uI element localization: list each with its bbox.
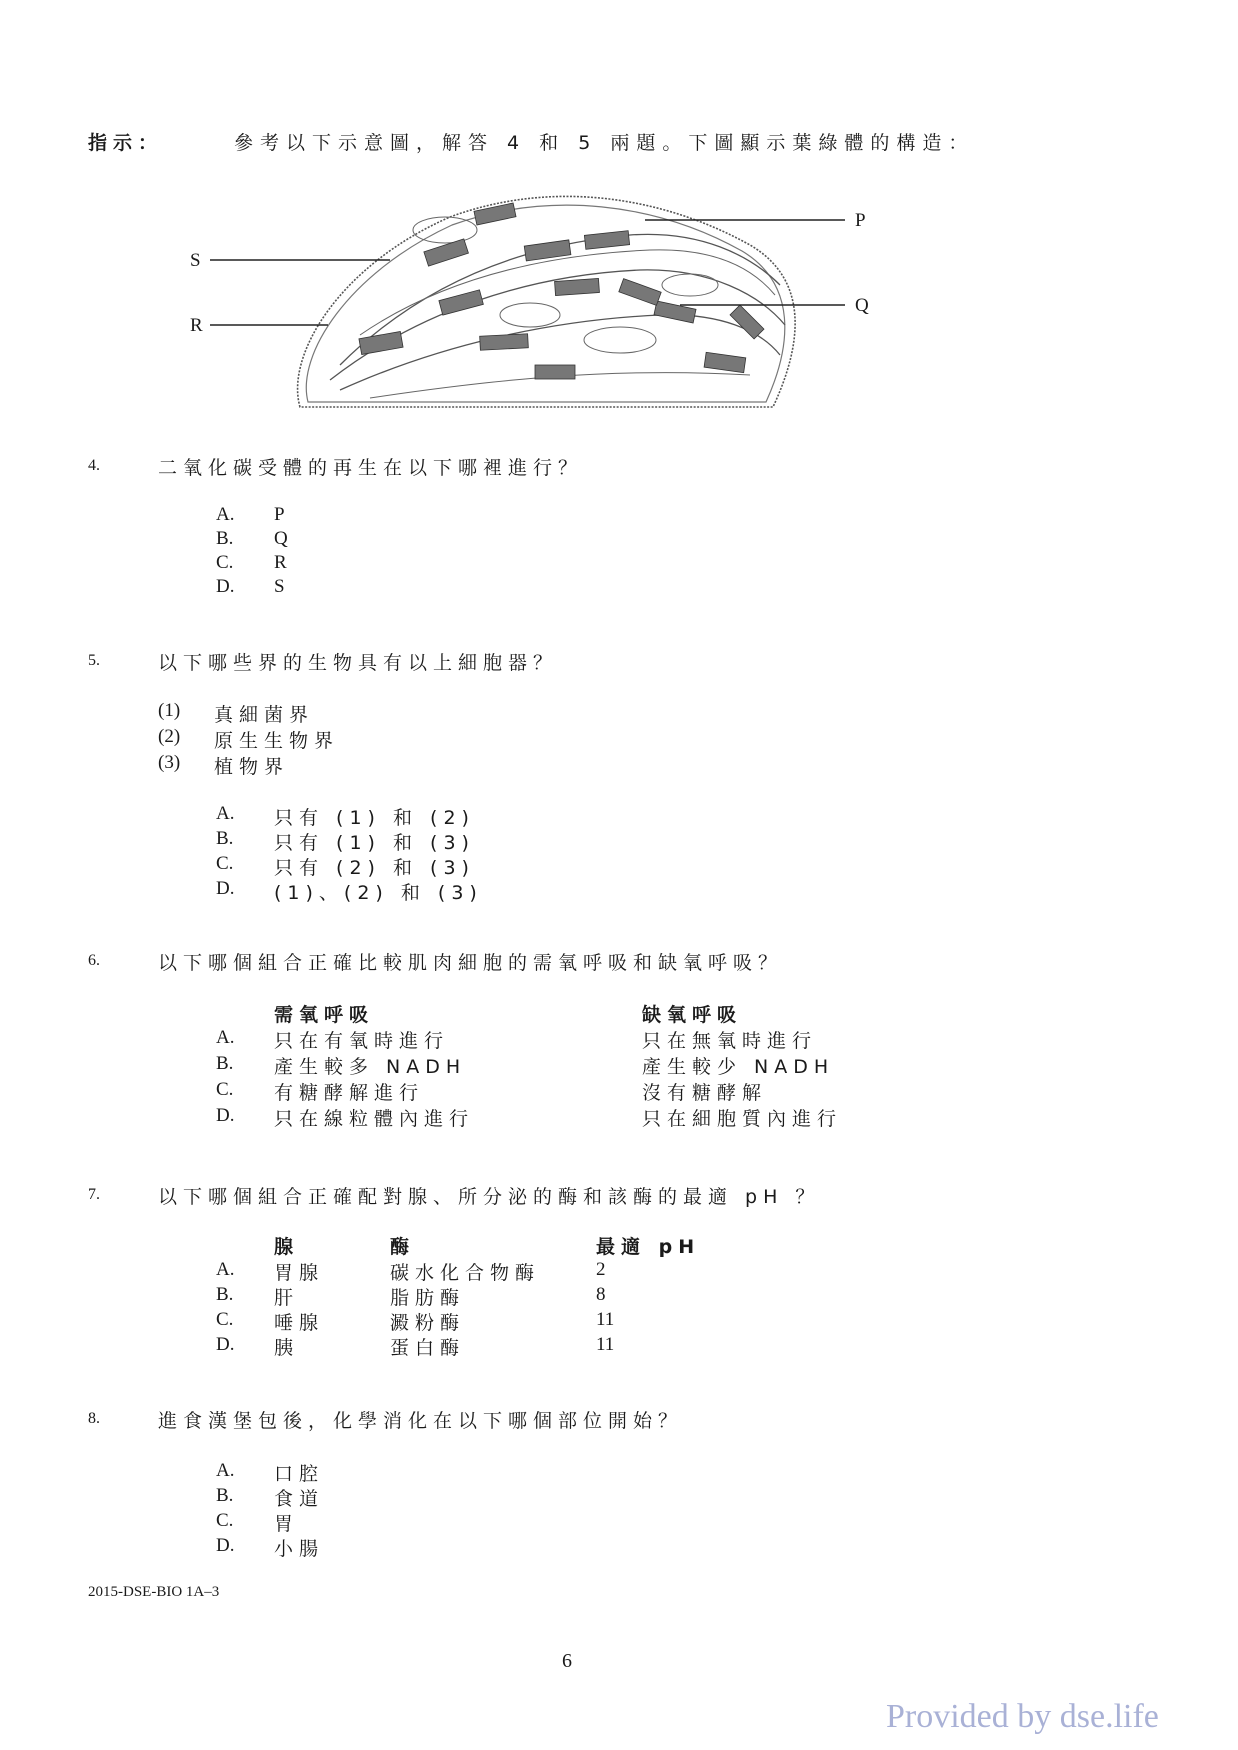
starch-grain: [500, 303, 560, 327]
granum: [359, 331, 403, 354]
option-text: 小腸: [274, 1538, 325, 1560]
table-cell: 唾腺: [274, 1312, 325, 1334]
option-text: R: [274, 552, 287, 573]
table-cell: 蛋白酶: [390, 1337, 466, 1359]
question-5-text: 以下哪些界的生物具有以上細胞器？: [158, 652, 559, 674]
option-text: S: [274, 576, 285, 597]
table-cell: 只在細胞質內進行: [642, 1108, 843, 1130]
option-text: 食道: [274, 1488, 325, 1510]
question-4-number: 4.: [88, 457, 100, 474]
statement-number: (3): [158, 752, 181, 773]
table-cell: 肝: [274, 1287, 300, 1309]
table-cell: 8: [596, 1284, 606, 1305]
question-6-text: 以下哪個組合正確比較肌肉細胞的需氧呼吸和缺氧呼吸？: [158, 952, 784, 974]
table-cell: 沒有糖酵解: [642, 1082, 768, 1104]
paper-code: 2015-DSE-BIO 1A–3: [88, 1584, 220, 1600]
row-letter: C.: [216, 1079, 234, 1100]
row-letter: D.: [216, 1334, 235, 1355]
table-cell: 胃腺: [274, 1262, 325, 1284]
statement-number: (2): [158, 726, 181, 747]
table-header: 需氧呼吸: [274, 1004, 375, 1026]
question-4-text: 二氧化碳受體的再生在以下哪裡進行？: [158, 457, 584, 479]
option-letter: C.: [216, 853, 234, 874]
starch-grain: [584, 327, 656, 353]
row-letter: B.: [216, 1284, 234, 1305]
table-cell: 胰: [274, 1337, 300, 1359]
option-letter: B.: [216, 528, 234, 549]
granum: [619, 279, 661, 306]
row-letter: A.: [216, 1259, 235, 1280]
option-text: 只有 (2) 和 (3): [274, 857, 475, 879]
granum: [524, 240, 571, 261]
option-letter: A.: [216, 1460, 235, 1481]
table-cell: 脂肪酶: [390, 1287, 466, 1309]
granum: [584, 231, 629, 250]
statement-number: (1): [158, 700, 181, 721]
table-cell: 只在有氧時進行: [274, 1030, 450, 1052]
watermark: Provided by dse.life: [886, 1698, 1159, 1735]
granum: [439, 290, 483, 315]
instruction-label: 指示：: [88, 132, 164, 154]
instruction-text: 參考以下示意圖，解答 4 和 5 兩題。下圖顯示葉綠體的構造：: [234, 132, 975, 154]
option-text: (1)、(2) 和 (3): [274, 882, 483, 904]
statement-text: 真細菌界: [214, 704, 315, 726]
label-s: S: [190, 250, 201, 271]
table-cell: 只在線粒體內進行: [274, 1108, 475, 1130]
option-text: 口腔: [274, 1463, 325, 1485]
table-cell: 產生較多 NADH: [274, 1056, 467, 1078]
statement-text: 植物界: [214, 756, 290, 778]
option-letter: C.: [216, 552, 234, 573]
table-cell: 澱粉酶: [390, 1312, 466, 1334]
row-letter: C.: [216, 1309, 234, 1330]
option-text: Q: [274, 528, 288, 549]
row-letter: A.: [216, 1027, 235, 1048]
question-8-number: 8.: [88, 1410, 100, 1427]
option-text: P: [274, 504, 285, 525]
table-cell: 11: [596, 1309, 615, 1330]
row-letter: D.: [216, 1105, 235, 1126]
table-cell: 11: [596, 1334, 615, 1355]
option-letter: D.: [216, 1535, 235, 1556]
option-letter: A.: [216, 803, 235, 824]
granum: [474, 203, 516, 225]
granum: [535, 365, 575, 379]
table-header: 最適 pH: [596, 1236, 701, 1258]
table-header: 缺氧呼吸: [642, 1004, 743, 1026]
question-8-text: 進食漢堡包後，化學消化在以下哪個部位開始？: [158, 1410, 684, 1432]
label-r: R: [190, 315, 203, 336]
granum: [704, 352, 746, 372]
table-header: 酶: [390, 1236, 416, 1258]
granum: [480, 334, 529, 350]
question-6-number: 6.: [88, 952, 100, 969]
question-7-number: 7.: [88, 1186, 100, 1203]
question-7-text: 以下哪個組合正確配對腺、所分泌的酶和該酶的最適 pH ？: [158, 1186, 821, 1208]
option-letter: D.: [216, 878, 235, 899]
granum: [555, 278, 600, 295]
label-p: P: [855, 210, 866, 231]
option-text: 只有 (1) 和 (3): [274, 832, 475, 854]
statement-text: 原生生物界: [214, 730, 340, 752]
chloroplast-diagram: [190, 185, 890, 425]
table-cell: 只在無氧時進行: [642, 1030, 818, 1052]
option-letter: B.: [216, 828, 234, 849]
table-cell: 有糖酵解進行: [274, 1082, 425, 1104]
table-cell: 2: [596, 1259, 606, 1280]
table-cell: 碳水化合物酶: [390, 1262, 541, 1284]
table-cell: 產生較少 NADH: [642, 1056, 835, 1078]
option-text: 胃: [274, 1513, 300, 1535]
granum: [730, 305, 764, 339]
starch-grain: [662, 274, 718, 296]
question-5-number: 5.: [88, 652, 100, 669]
option-letter: D.: [216, 576, 235, 597]
option-letter: B.: [216, 1485, 234, 1506]
option-letter: A.: [216, 504, 235, 525]
label-q: Q: [855, 295, 869, 316]
page-number: 6: [562, 1650, 572, 1672]
option-text: 只有 (1) 和 (2): [274, 807, 475, 829]
row-letter: B.: [216, 1053, 234, 1074]
table-header: 腺: [274, 1236, 300, 1258]
option-letter: C.: [216, 1510, 234, 1531]
